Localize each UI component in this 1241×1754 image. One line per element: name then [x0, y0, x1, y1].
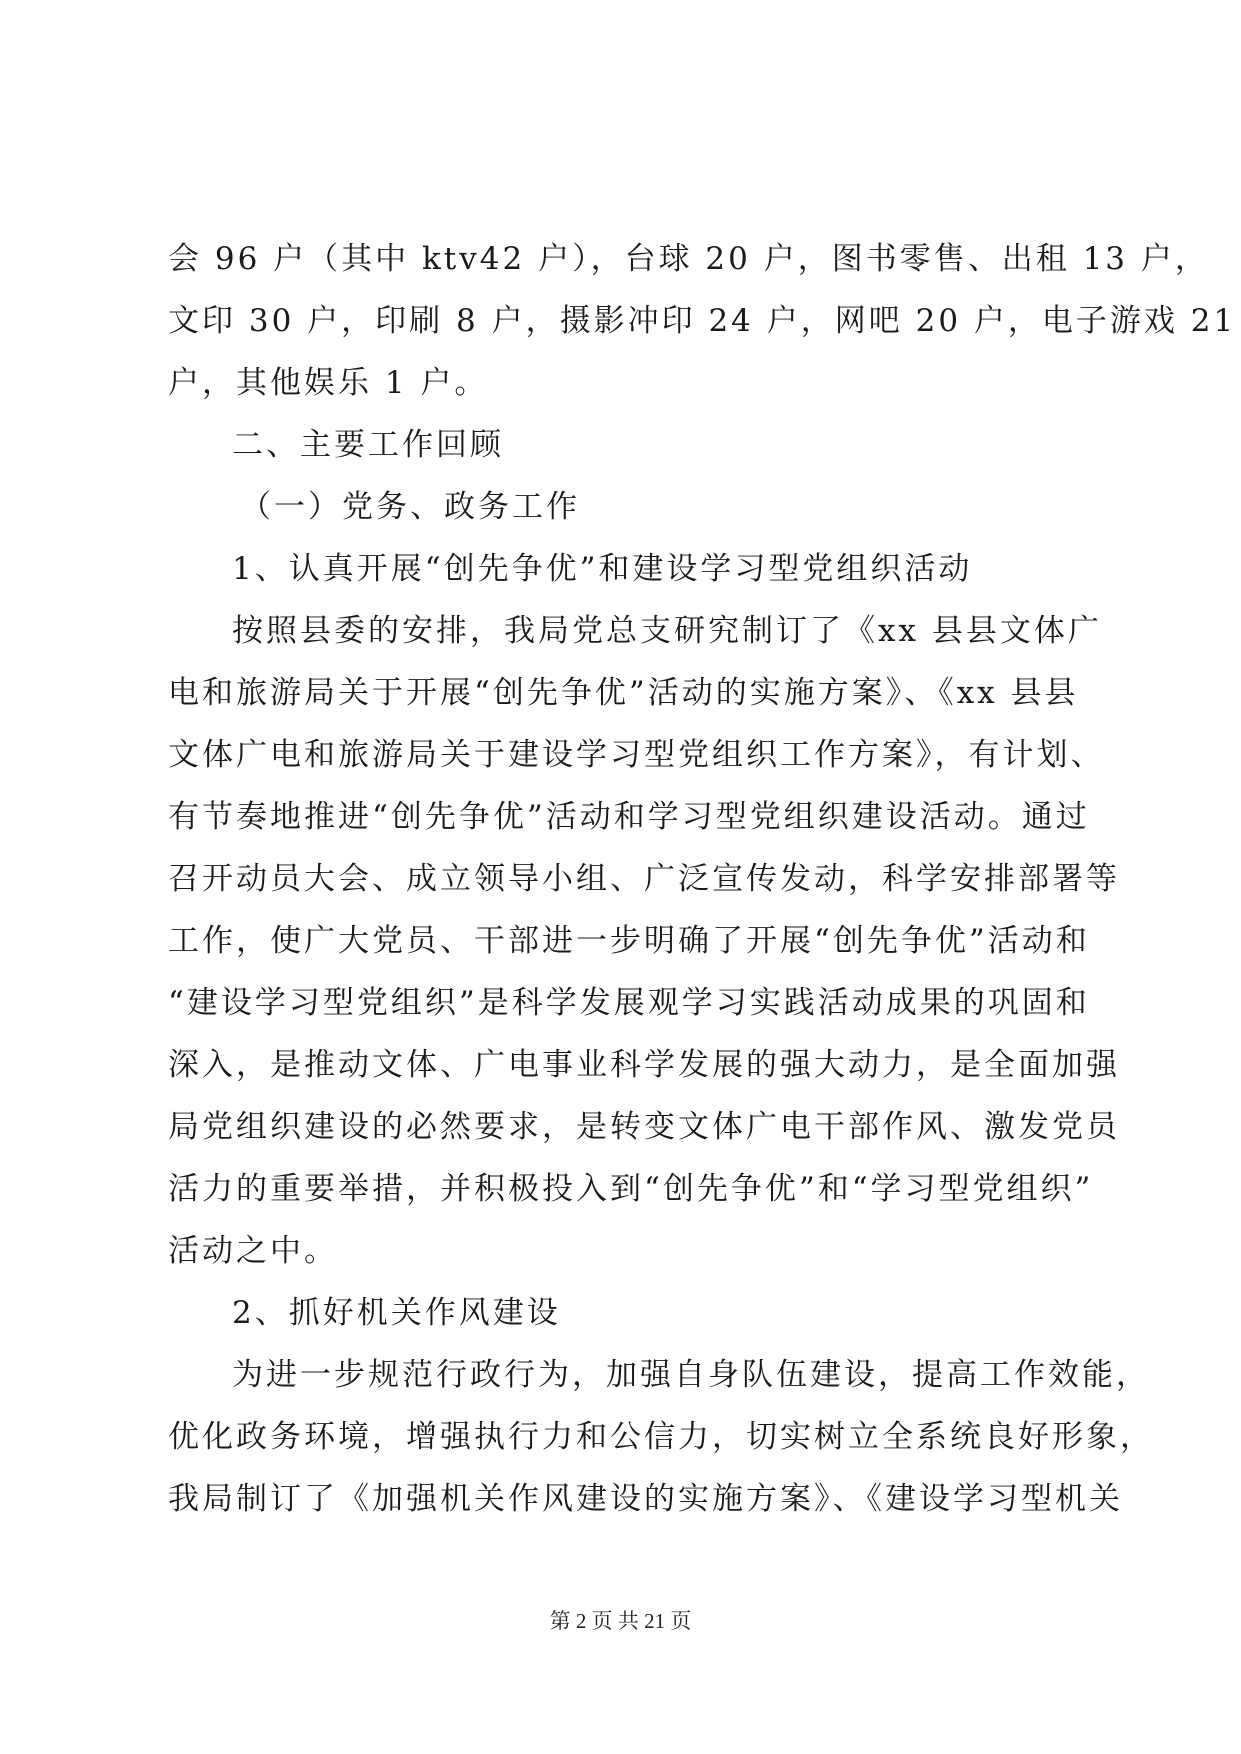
- paragraph-line: 电和旅游局关于开展“创先争优”活动的实施方案》、《xx 县县: [168, 675, 1079, 711]
- paragraph-line: 文体广电和旅游局关于建设学习型党组织工作方案》，有计划、: [168, 737, 1105, 773]
- paragraph-line: 局党组织建设的必然要求，是转变文体广电干部作风、激发党员: [168, 1109, 1120, 1145]
- body-text: [168, 228, 1237, 1530]
- item-heading: 1、认真开展“创先争优”和建设学习型党组织活动: [232, 551, 973, 587]
- text-line: 文印 30 户，印刷 8 户，摄影冲印 24 户，网吧 20 户，电子游戏 21: [168, 303, 1237, 339]
- paragraph-line: 深入，是推动文体、广电事业科学发展的强大动力，是全面加强: [168, 1047, 1120, 1083]
- page-number-footer: 第 2 页 共 21 页: [549, 1609, 692, 1633]
- text-line: 会 96 户（其中 ktv42 户），台球 20 户，图书零售、出租 13 户，: [168, 241, 1209, 277]
- paragraph-line: 工作，使广大党员、干部进一步明确了开展“创先争优”活动和: [168, 923, 1090, 959]
- paragraph-line: 召开动员大会、成立领导小组、广泛宣传发动，科学安排部署等: [168, 861, 1120, 897]
- paragraph-line: 按照县委的安排，我局党总支研究制订了《xx 县县文体广: [232, 613, 1102, 649]
- item-heading: 2、抓好机关作风建设: [232, 1295, 561, 1331]
- section-heading: 二、主要工作回顾: [232, 427, 504, 463]
- paragraph-line: 有节奏地推进“创先争优”活动和学习型党组织建设活动。通过: [168, 799, 1090, 835]
- paragraph-line: “建设学习型党组织”是科学发展观学习实践活动成果的巩固和: [168, 985, 1090, 1021]
- subsection-heading: （一）党务、政务工作: [240, 489, 580, 525]
- paragraph-line: 活动之中。: [168, 1233, 338, 1269]
- paragraph-line: 活力的重要举措，并积极投入到“创先争优”和“学习型党组织”: [168, 1171, 1094, 1207]
- paragraph-line: 优化政务环境，增强执行力和公信力，切实树立全系统良好形象，: [168, 1419, 1154, 1455]
- text-line: 户，其他娱乐 1 户。: [168, 365, 489, 401]
- paragraph-line: 为进一步规范行政行为，加强自身队伍建设，提高工作效能，: [232, 1357, 1150, 1393]
- paragraph-line: 我局制订了《加强机关作风建设的实施方案》、《建设学习型机关: [168, 1481, 1123, 1517]
